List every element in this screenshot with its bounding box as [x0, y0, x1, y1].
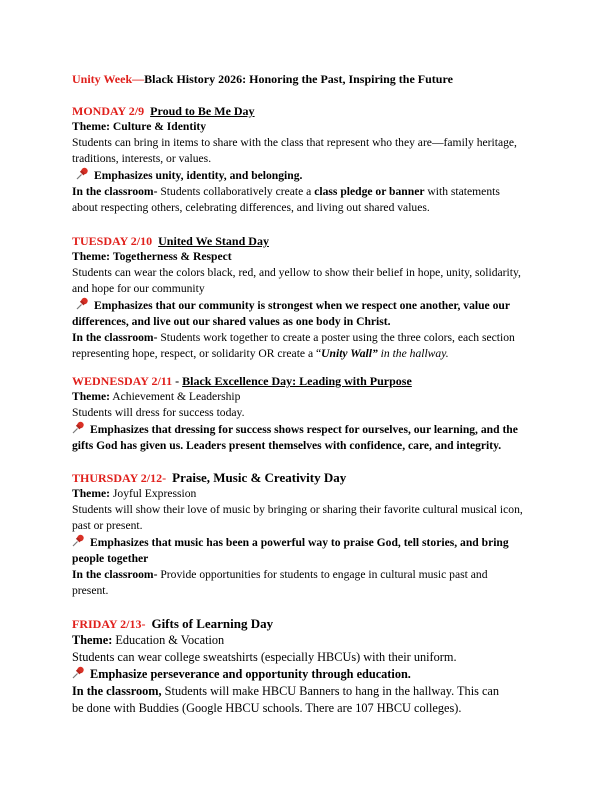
- day-description: past or present.: [72, 519, 143, 532]
- day-emphasis-cont: differences, and live out our shared values as one body in Christ.: [72, 315, 391, 328]
- day-emphasis: Emphasizes unity, identity, and belonging.: [72, 167, 548, 184]
- day-description: Students will dress for success today.: [72, 406, 245, 419]
- day-emphasis: Emphasize perseverance and opportunity through education.: [72, 666, 548, 683]
- day-name: Praise, Music & Creativity Day: [172, 470, 347, 485]
- day-classroom-cont: present.: [72, 584, 109, 597]
- title-highlight: Unity Week—: [72, 72, 145, 86]
- day-description: Students will show their love of music by bringing or sharing their favorite cultural musical icon,: [72, 503, 523, 516]
- day-section-friday: [72, 616, 548, 717]
- day-classroom: In the classroom- Students collaboratively create a class pledge or banner with statements: [72, 185, 500, 198]
- day-emphasis-cont: people together: [72, 552, 149, 565]
- pushpin-icon: [72, 421, 86, 434]
- day-section-wednesday: [72, 373, 548, 454]
- day-emphasis-cont: gifts God has given us. Leaders present themselves with confidence, care, and integrity.: [72, 439, 502, 452]
- day-date: WEDNESDAY 2/11: [72, 374, 173, 388]
- pushpin-icon: [72, 534, 86, 547]
- day-emphasis: Emphasizes that dressing for success shows respect for ourselves, our learning, and the: [72, 421, 548, 438]
- document-title: [72, 71, 453, 87]
- day-name: Proud to Be Me Day: [150, 104, 255, 118]
- day-heading: WEDNESDAY 2/11 - Black Excellence Day: Leading with Purpose: [72, 374, 412, 388]
- day-classroom-cont: representing hope, respect, or solidarity OR create a “Unity Wall” in the hallway.: [72, 347, 449, 360]
- day-name: United We Stand Day: [158, 234, 269, 248]
- day-heading: [72, 470, 548, 486]
- day-theme: Theme: Achievement & Leadership: [72, 390, 241, 403]
- day-theme: Theme: Joyful Expression: [72, 487, 197, 500]
- day-classroom: In the classroom, Students will make HBCU Banners to hang in the hallway. This can: [72, 684, 500, 698]
- day-classroom: In the classroom- Students work together to create a poster using the three colors, each section: [72, 331, 515, 344]
- day-name: Black Excellence Day: Leading with Purpose: [182, 374, 412, 388]
- title-text: Black History 2026: Honoring the Past, Inspiring the Future: [144, 72, 453, 86]
- day-description: Students can bring in items to share with the class that represent who they are—family heritage,: [72, 136, 517, 149]
- day-heading: [72, 103, 548, 119]
- day-classroom-cont: about respecting others, celebrating differences, and living out shared values.: [72, 201, 430, 214]
- day-classroom: In the classroom- Provide opportunities for students to engage in cultural music past and: [72, 568, 488, 581]
- day-date: TUESDAY 2/10: [72, 234, 153, 248]
- day-heading: [72, 233, 548, 249]
- day-description: Students can wear college sweatshirts (especially HBCUs) with their uniform.: [72, 650, 457, 664]
- pushpin-icon: [76, 297, 90, 310]
- day-date: THURSDAY 2/12-: [72, 471, 167, 485]
- day-theme: Theme: Education & Vocation: [72, 633, 225, 647]
- day-description: traditions, interests, or values.: [72, 152, 212, 165]
- day-classroom-cont: be done with Buddies (Google HBCU schools. There are 107 HBCU colleges).: [72, 701, 462, 715]
- day-section-monday: [72, 103, 548, 216]
- day-section-tuesday: [72, 233, 548, 362]
- day-theme: Theme: Togetherness & Respect: [72, 250, 232, 263]
- day-description: and hope for our community: [72, 282, 205, 295]
- day-section-thursday: [72, 470, 548, 599]
- day-emphasis: Emphasizes that music has been a powerful way to praise God, tell stories, and bring: [72, 534, 548, 551]
- pushpin-icon: [76, 167, 90, 180]
- day-emphasis: Emphasizes that our community is strongest when we respect one another, value our: [72, 297, 548, 314]
- day-name: Gifts of Learning Day: [151, 616, 274, 631]
- day-heading: [72, 616, 548, 632]
- day-description: Students can wear the colors black, red, and yellow to show their belief in hope, unity, solidarity,: [72, 266, 521, 279]
- day-date: MONDAY 2/9: [72, 104, 145, 118]
- day-date: FRIDAY 2/13-: [72, 617, 146, 631]
- day-theme: Theme: Culture & Identity: [72, 120, 207, 133]
- pushpin-icon: [72, 666, 86, 679]
